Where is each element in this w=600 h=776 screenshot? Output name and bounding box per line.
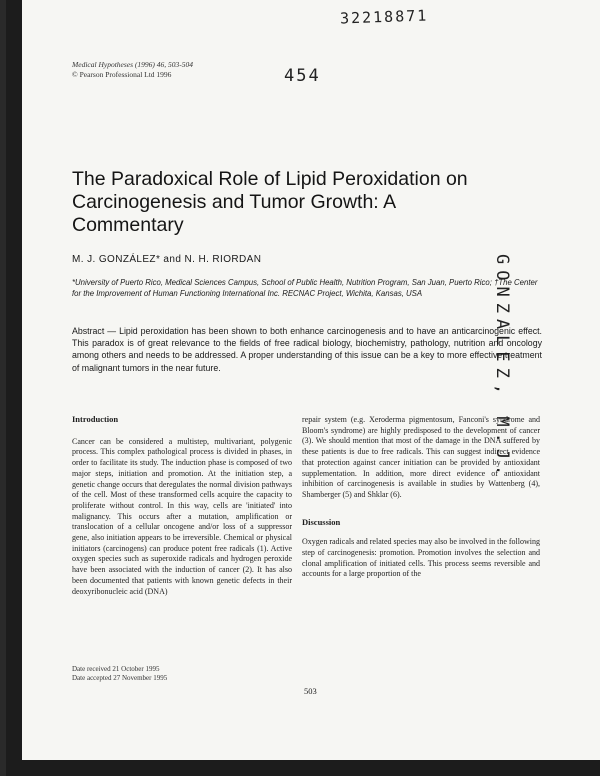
journal-copyright: © Pearson Professional Ltd 1996 xyxy=(72,70,172,79)
article-dates xyxy=(72,665,167,683)
introduction-continued-text: repair system (e.g. Xeroderma pigmentosum, Fanconi's syndrome and Bloom's syndrome) are highly predisposed to the development of cancer (3). We should mention that most of the damage in the DNA suffered by these patients is due to free radicals. This can suggest indirect evidence that protection against cancer initiation can be provided by antioxidant supplementation. In addition, more direct evidence of antioxidant inhibition of carcinogenesis is available in studies by Wattenberg (4), Shamberger (5) and Shklar (6). xyxy=(302,415,540,499)
introduction-text: Cancer can be considered a multistep, multivariant, polygenic process. This complex pathological process is divided in phases, in order to facilitate its study. The induction phase is composed of two major steps, initiation and promotion. At the initiation step, a genetic change occurs that deregulates the normal division pathways of the cell. Most of these transformed cells acquire the capacity to proliferate without control. In this way, cells are 'initiated' into malignancy. This occurs after a mutation, amplification or translocation of a cellular oncogene and/or loss of a suppressor gene, also initiation appears to be irreversible. Chemical or physical initiators (carcinogens) can produce potent free radicals (1). Active oxygen species such as superoxide radicals and hydrogen peroxide have been associated with the induction of cancer (2). It has also been documented that patients with known genetic defects in their deoxyribonucleic acid (DNA) xyxy=(72,436,292,596)
right-column xyxy=(302,415,540,580)
journal-citation: Medical Hypotheses (1996) 46, 503-504 xyxy=(72,60,194,69)
introduction-heading: Introduction xyxy=(72,414,119,424)
date-received: Date received 21 October 1995 xyxy=(72,665,160,673)
scan-edge xyxy=(0,0,6,776)
handwritten-reference-number: 32218871 xyxy=(339,6,429,28)
handwritten-page-mark: 454 xyxy=(284,66,321,86)
paper-page xyxy=(22,0,600,760)
date-accepted: Date accepted 27 November 1995 xyxy=(72,674,168,682)
left-column xyxy=(72,414,292,597)
handwritten-author-name: GONZALEZ, M.J. xyxy=(492,254,512,482)
page-number: 503 xyxy=(304,686,317,696)
discussion-heading: Discussion xyxy=(302,516,341,527)
article-title: The Paradoxical Role of Lipid Peroxidation on Carcinogenesis and Tumor Growth: A Commentary xyxy=(72,168,468,236)
author-affiliations: *University of Puerto Rico, Medical Sciences Campus, School of Public Health, Nutrition Program, San Juan, Puerto Rico; †The Center for the Improvement of Human Functioning International Inc. RECNAC Project, Wichita, Kansas, USA xyxy=(72,278,538,298)
article-abstract: Abstract — Lipid peroxidation has been shown to both enhance carcinogenesis and to have an anticarcinogenic effect. This paradox is of great relevance to the fields of free radical biology, biochemistry, pathology, nutrition and oncology among others and needs to be addressed. A proper understanding of this issue can be a key to more effective treatment of malignant tumors in the near future. xyxy=(72,326,542,373)
journal-citation-block xyxy=(72,60,193,80)
article-authors: M. J. GONZÁLEZ* and N. H. RIORDAN xyxy=(72,254,262,265)
discussion-text: Oxygen radicals and related species may also be involved in the following step of carcinogenesis: promotion. Promotion involves the selection and clonal amplification of initiated cells. This process seems reversible and accounts for a large proportion of the xyxy=(302,537,540,579)
